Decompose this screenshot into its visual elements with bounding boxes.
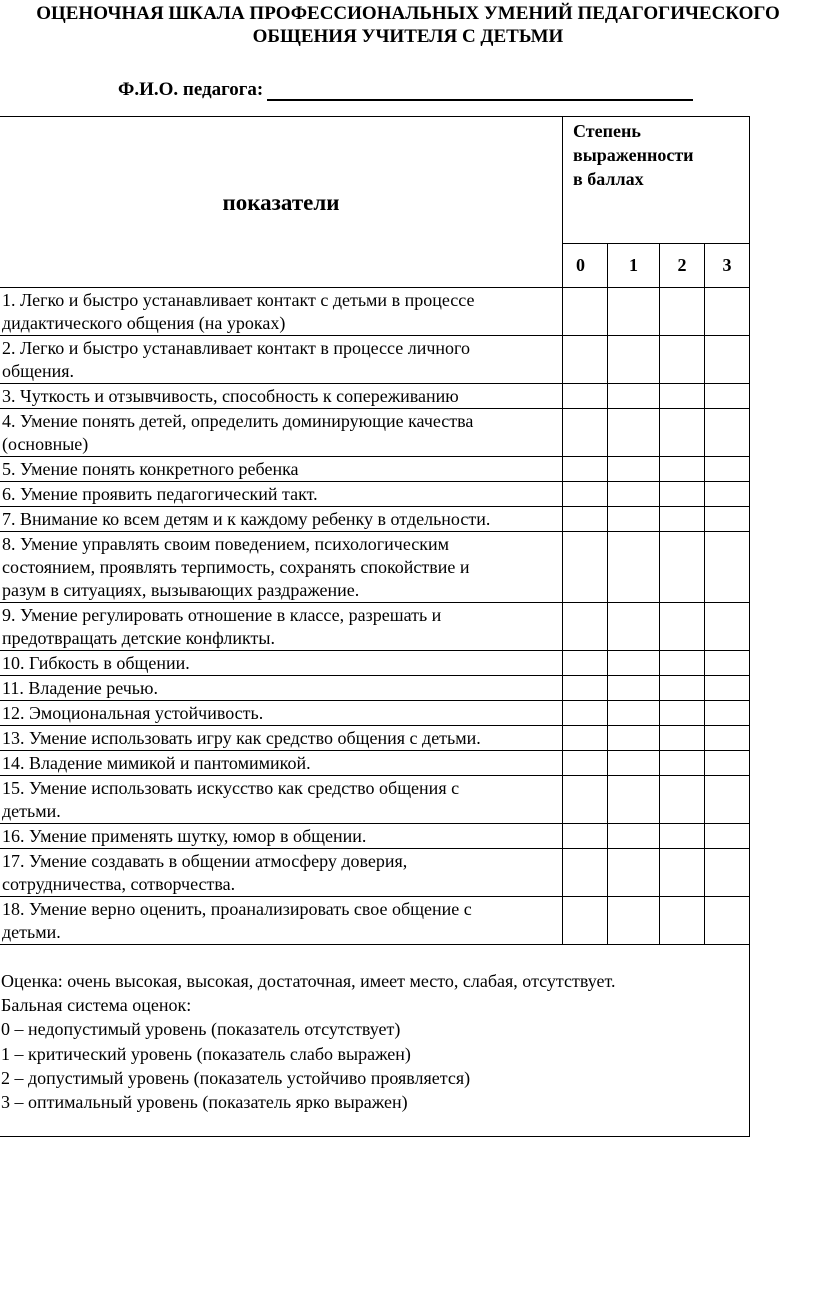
degree-header-line-3: в баллах <box>573 169 644 189</box>
indicator-text-line: 12. Эмоциональная устойчивость. <box>2 703 264 723</box>
legend-row <box>0 945 750 1137</box>
score-3-cell[interactable] <box>705 849 750 897</box>
indicator-cell <box>0 384 563 409</box>
score-1-cell[interactable] <box>608 532 660 603</box>
indicator-text-line: 6. Умение проявить педагогический такт. <box>2 484 318 504</box>
score-3-cell[interactable] <box>705 482 750 507</box>
score-3-cell[interactable] <box>705 676 750 701</box>
indicator-cell <box>0 726 563 751</box>
indicator-text-line: разум в ситуациях, вызывающих раздражение. <box>2 580 360 600</box>
score-0-cell[interactable] <box>563 776 608 824</box>
indicator-cell <box>0 288 563 336</box>
indicator-text-line: 11. Владение речью. <box>2 678 158 698</box>
score-2-cell[interactable] <box>660 824 705 849</box>
score-0-cell[interactable] <box>563 726 608 751</box>
score-1-cell[interactable] <box>608 507 660 532</box>
indicator-text-line: 5. Умение понять конкретного ребенка <box>2 459 299 479</box>
indicator-cell <box>0 457 563 482</box>
score-1-cell[interactable] <box>608 701 660 726</box>
score-1-cell[interactable] <box>608 336 660 384</box>
teacher-name-field <box>118 78 693 101</box>
score-1-cell[interactable] <box>608 384 660 409</box>
indicator-text-line: 13. Умение использовать игру как средство общения с детьми. <box>2 728 481 748</box>
table-row <box>0 849 750 897</box>
teacher-name-blank[interactable] <box>267 79 693 101</box>
table-row <box>0 336 750 384</box>
score-1-cell[interactable] <box>608 482 660 507</box>
table-row <box>0 824 750 849</box>
score-2-cell[interactable] <box>660 676 705 701</box>
table-row <box>0 532 750 603</box>
score-3-cell[interactable] <box>705 701 750 726</box>
score-2-cell[interactable] <box>660 457 705 482</box>
indicator-text-line: 18. Умение верно оценить, проанализировать свое общение с <box>2 899 472 919</box>
score-1-cell[interactable] <box>608 651 660 676</box>
score-0-header: 0 <box>563 244 608 288</box>
score-3-cell[interactable] <box>705 726 750 751</box>
score-3-cell[interactable] <box>705 507 750 532</box>
score-2-cell[interactable] <box>660 726 705 751</box>
score-0-cell[interactable] <box>563 384 608 409</box>
table-row <box>0 507 750 532</box>
table-row <box>0 726 750 751</box>
indicator-text-line: 14. Владение мимикой и пантомимикой. <box>2 753 311 773</box>
score-0-cell[interactable] <box>563 651 608 676</box>
indicator-cell <box>0 603 563 651</box>
score-3-cell[interactable] <box>705 776 750 824</box>
indicator-text-line: 2. Легко и быстро устанавливает контакт в процессе личного <box>2 338 470 358</box>
score-0-cell[interactable] <box>563 532 608 603</box>
score-2-cell[interactable] <box>660 409 705 457</box>
score-0-cell[interactable] <box>563 336 608 384</box>
indicator-cell <box>0 676 563 701</box>
indicator-text-line: 4. Умение понять детей, определить доминирующие качества <box>2 411 474 431</box>
score-2-cell[interactable] <box>660 701 705 726</box>
score-0-cell[interactable] <box>563 288 608 336</box>
table-row <box>0 384 750 409</box>
score-3-cell[interactable] <box>705 651 750 676</box>
indicator-cell <box>0 824 563 849</box>
score-2-cell[interactable] <box>660 651 705 676</box>
table-row <box>0 701 750 726</box>
score-2-cell[interactable] <box>660 482 705 507</box>
score-0-cell[interactable] <box>563 701 608 726</box>
score-2-header: 2 <box>660 244 705 288</box>
score-3-cell[interactable] <box>705 288 750 336</box>
score-3-cell[interactable] <box>705 751 750 776</box>
score-0-cell[interactable] <box>563 751 608 776</box>
table-row <box>0 603 750 651</box>
indicator-text-line: 16. Умение применять шутку, юмор в общении. <box>2 826 367 846</box>
score-2-cell[interactable] <box>660 532 705 603</box>
table-header-row <box>0 117 750 244</box>
table-row <box>0 288 750 336</box>
indicators-header: показатели <box>0 117 563 288</box>
indicator-cell <box>0 507 563 532</box>
table-row <box>0 651 750 676</box>
score-3-cell[interactable] <box>705 384 750 409</box>
score-2-cell[interactable] <box>660 288 705 336</box>
table-row <box>0 457 750 482</box>
score-3-cell[interactable] <box>705 409 750 457</box>
score-1-cell[interactable] <box>608 776 660 824</box>
indicator-text-line: 10. Гибкость в общении. <box>2 653 190 673</box>
table-row <box>0 409 750 457</box>
degree-header-line-1: Степень <box>573 121 641 141</box>
score-0-cell[interactable] <box>563 676 608 701</box>
score-1-cell[interactable] <box>608 676 660 701</box>
indicator-cell <box>0 651 563 676</box>
document-title <box>0 2 816 48</box>
title-line-2: ОБЩЕНИЯ УЧИТЕЛЯ С ДЕТЬМИ <box>252 26 564 47</box>
score-2-cell[interactable] <box>660 751 705 776</box>
score-2-cell[interactable] <box>660 507 705 532</box>
indicator-text-line: 8. Умение управлять своим поведением, психологическим <box>2 534 450 554</box>
score-2-cell[interactable] <box>660 336 705 384</box>
score-1-cell[interactable] <box>608 726 660 751</box>
table-row <box>0 751 750 776</box>
score-3-cell[interactable] <box>705 336 750 384</box>
table-row <box>0 897 750 945</box>
score-3-cell[interactable] <box>705 532 750 603</box>
indicator-cell <box>0 409 563 457</box>
indicator-text-line: 3. Чуткость и отзывчивость, способность к сопереживанию <box>2 386 459 406</box>
legend-rating: Оценка: очень высокая, высокая, достаточная, имеет место, слабая, отсутствует. <box>1 971 616 991</box>
score-0-cell[interactable] <box>563 824 608 849</box>
score-3-cell[interactable] <box>705 457 750 482</box>
score-0-cell[interactable] <box>563 603 608 651</box>
degree-header <box>563 117 750 244</box>
score-2-cell[interactable] <box>660 776 705 824</box>
indicator-text-line: состоянием, проявлять терпимость, сохранять спокойствие и <box>2 557 470 577</box>
score-1-cell[interactable] <box>608 288 660 336</box>
score-2-cell[interactable] <box>660 603 705 651</box>
legend-level-3: 3 – оптимальный уровень (показатель ярко выражен) <box>1 1092 408 1113</box>
score-1-cell[interactable] <box>608 409 660 457</box>
table-row <box>0 482 750 507</box>
indicator-cell <box>0 336 563 384</box>
title-line-1: ОЦЕНОЧНАЯ ШКАЛА ПРОФЕССИОНАЛЬНЫХ УМЕНИЙ ПЕДАГОГИЧЕСКОГО <box>36 3 780 24</box>
indicator-text-line: 9. Умение регулировать отношение в классе, разрешать и <box>2 605 442 625</box>
indicator-text-line: общения. <box>2 361 75 381</box>
indicator-text-line: 1. Легко и быстро устанавливает контакт с детьми в процессе <box>2 290 475 310</box>
indicator-cell <box>0 532 563 603</box>
legend-level-2: 2 – допустимый уровень (показатель устойчиво проявляется) <box>1 1067 471 1088</box>
indicator-text-line: 7. Внимание ко всем детям и к каждому ребенку в отдельности. <box>2 509 491 529</box>
score-3-cell[interactable] <box>705 897 750 945</box>
indicator-cell <box>0 849 563 897</box>
score-1-cell[interactable] <box>608 824 660 849</box>
score-1-cell[interactable] <box>608 849 660 897</box>
legend-system: Бальная система оценок: <box>1 995 192 1016</box>
assessment-table <box>0 116 750 1137</box>
degree-header-line-2: выраженности <box>573 145 694 165</box>
indicator-text-line: сотрудничества, сотворчества. <box>2 874 236 894</box>
indicator-cell <box>0 897 563 945</box>
legend-level-1: 1 – критический уровень (показатель слабо выражен) <box>1 1043 411 1064</box>
score-3-header: 3 <box>705 244 750 288</box>
table-row <box>0 676 750 701</box>
score-1-cell[interactable] <box>608 603 660 651</box>
score-0-cell[interactable] <box>563 849 608 897</box>
score-0-cell[interactable] <box>563 409 608 457</box>
indicator-text-line: 15. Умение использовать искусство как средство общения с <box>2 778 460 798</box>
score-0-cell[interactable] <box>563 482 608 507</box>
score-2-cell[interactable] <box>660 384 705 409</box>
indicator-text-line: предотвращать детские конфликты. <box>2 628 275 648</box>
indicator-text-line: 17. Умение создавать в общении атмосферу доверия, <box>2 851 408 871</box>
score-3-cell[interactable] <box>705 603 750 651</box>
score-1-cell[interactable] <box>608 457 660 482</box>
teacher-name-label: Ф.И.О. педагога: <box>118 79 264 100</box>
indicator-cell <box>0 482 563 507</box>
indicator-rows <box>0 288 750 945</box>
indicator-text-line: детьми. <box>2 922 61 942</box>
legend <box>0 945 750 1137</box>
score-1-cell[interactable] <box>608 897 660 945</box>
score-1-header: 1 <box>608 244 660 288</box>
score-2-cell[interactable] <box>660 897 705 945</box>
indicator-text-line: дидактического общения (на уроках) <box>2 313 286 333</box>
score-3-cell[interactable] <box>705 824 750 849</box>
indicator-cell <box>0 751 563 776</box>
score-0-cell[interactable] <box>563 507 608 532</box>
score-2-cell[interactable] <box>660 849 705 897</box>
indicator-cell <box>0 776 563 824</box>
score-0-cell[interactable] <box>563 457 608 482</box>
score-0-cell[interactable] <box>563 897 608 945</box>
score-1-cell[interactable] <box>608 751 660 776</box>
indicator-cell <box>0 701 563 726</box>
legend-level-0: 0 – недопустимый уровень (показатель отсутствует) <box>1 1019 401 1040</box>
indicator-text-line: детьми. <box>2 801 61 821</box>
indicator-text-line: (основные) <box>2 434 89 454</box>
table-row <box>0 776 750 824</box>
